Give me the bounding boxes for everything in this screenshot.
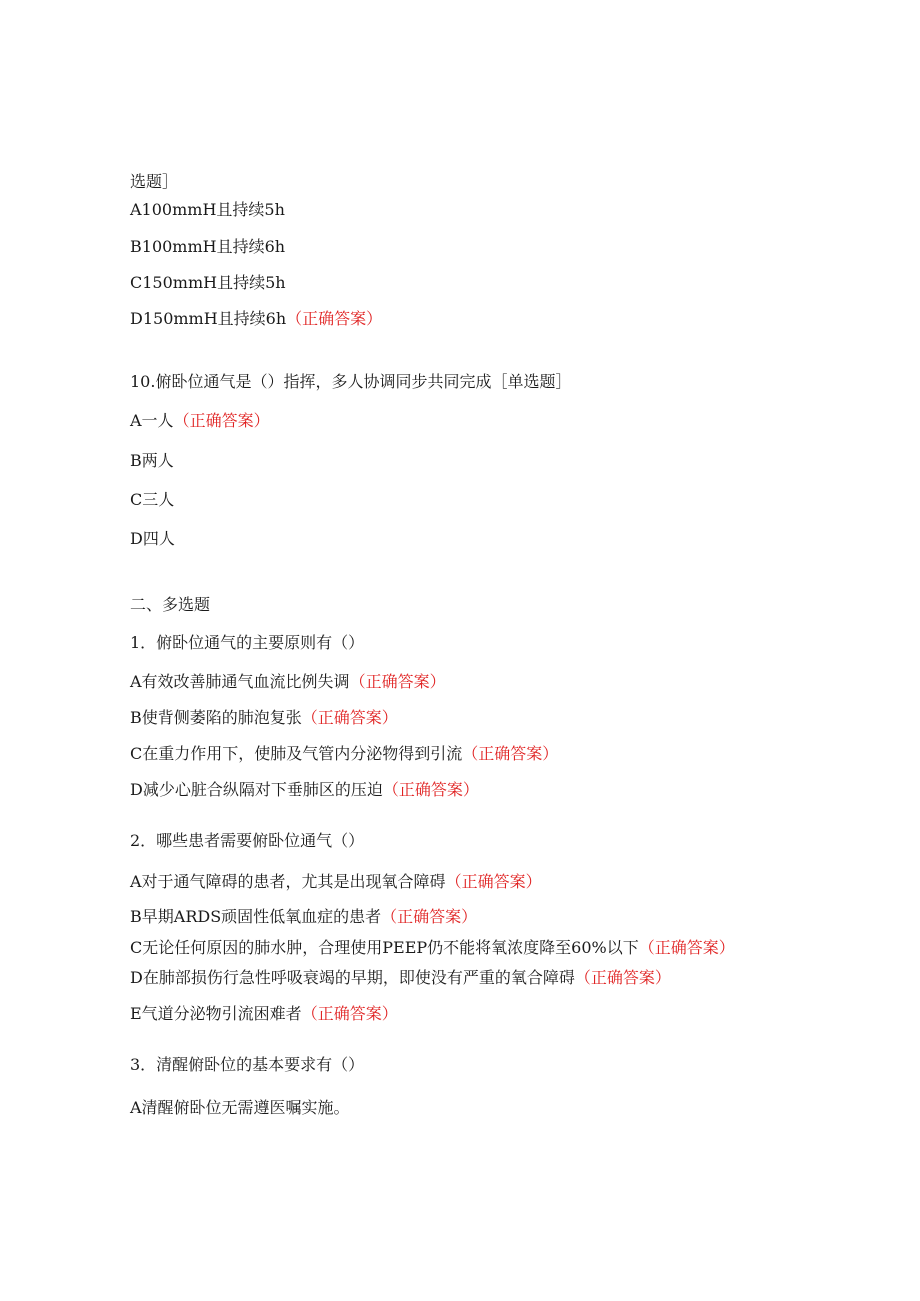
option-text: B使背侧萎陷的肺泡复张 <box>130 708 302 727</box>
option-text: A有效改善肺通气血流比例失调 <box>130 672 350 691</box>
section-title: 二、多选题 <box>130 595 211 614</box>
option-text: D四人 <box>130 529 175 548</box>
m2-option-a <box>130 871 542 893</box>
correct-answer-tag: （正确答案） <box>349 672 446 691</box>
correct-answer-tag: （正确答案） <box>301 708 398 727</box>
correct-answer-tag: （正确答案） <box>381 907 478 926</box>
m1-stem: 1．俯卧位通气的主要原则有（） <box>130 633 365 652</box>
option-text: E气道分泌物引流困难者 <box>130 1004 302 1023</box>
q10-option-c <box>130 489 174 511</box>
q9-stem-tail: 选题］ <box>130 172 179 191</box>
m2-option-e <box>130 1003 398 1025</box>
q10-stem: 10.俯卧位通气是（）指挥，多人协调同步共同完成［单选题］ <box>130 372 572 391</box>
option-text: A清醒俯卧位无需遵医嘱实施。 <box>130 1098 350 1117</box>
option-text: A100mmH且持续5h <box>130 200 285 219</box>
option-text: C在重力作用下，使肺及气管内分泌物得到引流 <box>130 744 463 763</box>
option-text: D减少心脏合纵隔对下垂肺区的压迫 <box>130 780 383 799</box>
option-text: A一人 <box>130 411 174 430</box>
q10-option-d <box>130 528 175 550</box>
correct-answer-tag: （正确答案） <box>286 309 383 328</box>
q9-option-d <box>130 308 382 330</box>
m3-option-a <box>130 1097 350 1119</box>
option-text: C150mmH且持续5h <box>130 273 286 292</box>
m2-option-b <box>130 906 477 928</box>
option-text: B两人 <box>130 451 174 470</box>
correct-answer-tag: （正确答案） <box>462 744 559 763</box>
q10-option-a <box>130 410 270 432</box>
m1-option-b <box>130 707 398 729</box>
m1-option-d <box>130 779 479 801</box>
option-text: B早期ARDS顽固性低氧血症的患者 <box>130 907 382 926</box>
correct-answer-tag: （正确答案） <box>382 780 479 799</box>
correct-answer-tag: （正确答案） <box>301 1004 398 1023</box>
option-text: A对于通气障碍的患者，尤其是出现氧合障碍 <box>130 872 446 891</box>
q9-option-b <box>130 236 285 258</box>
option-text: C无论任何原因的肺水肿，合理使用PEEP仍不能将氧浓度降至60%以下 <box>130 938 639 957</box>
option-text: C三人 <box>130 490 175 509</box>
m1-option-a <box>130 671 446 693</box>
option-text: D在肺部损伤行急性呼吸衰竭的早期，即使没有严重的氧合障碍 <box>130 968 575 987</box>
q10-option-b <box>130 450 174 472</box>
option-text: D150mmH且持续6h <box>130 309 287 328</box>
m3-stem: 3．清醒俯卧位的基本要求有（） <box>130 1055 365 1074</box>
q9-option-a <box>130 199 285 221</box>
correct-answer-tag: （正确答案） <box>638 938 735 957</box>
m1-option-c <box>130 743 558 765</box>
q9-option-c <box>130 272 286 294</box>
m2-option-d <box>130 967 671 989</box>
correct-answer-tag: （正确答案） <box>574 968 671 987</box>
correct-answer-tag: （正确答案） <box>445 872 542 891</box>
m2-stem: 2．哪些患者需要俯卧位通气（） <box>130 831 365 850</box>
correct-answer-tag: （正确答案） <box>173 411 270 430</box>
option-text: B100mmH且持续6h <box>130 237 286 256</box>
m2-option-c <box>130 937 735 959</box>
